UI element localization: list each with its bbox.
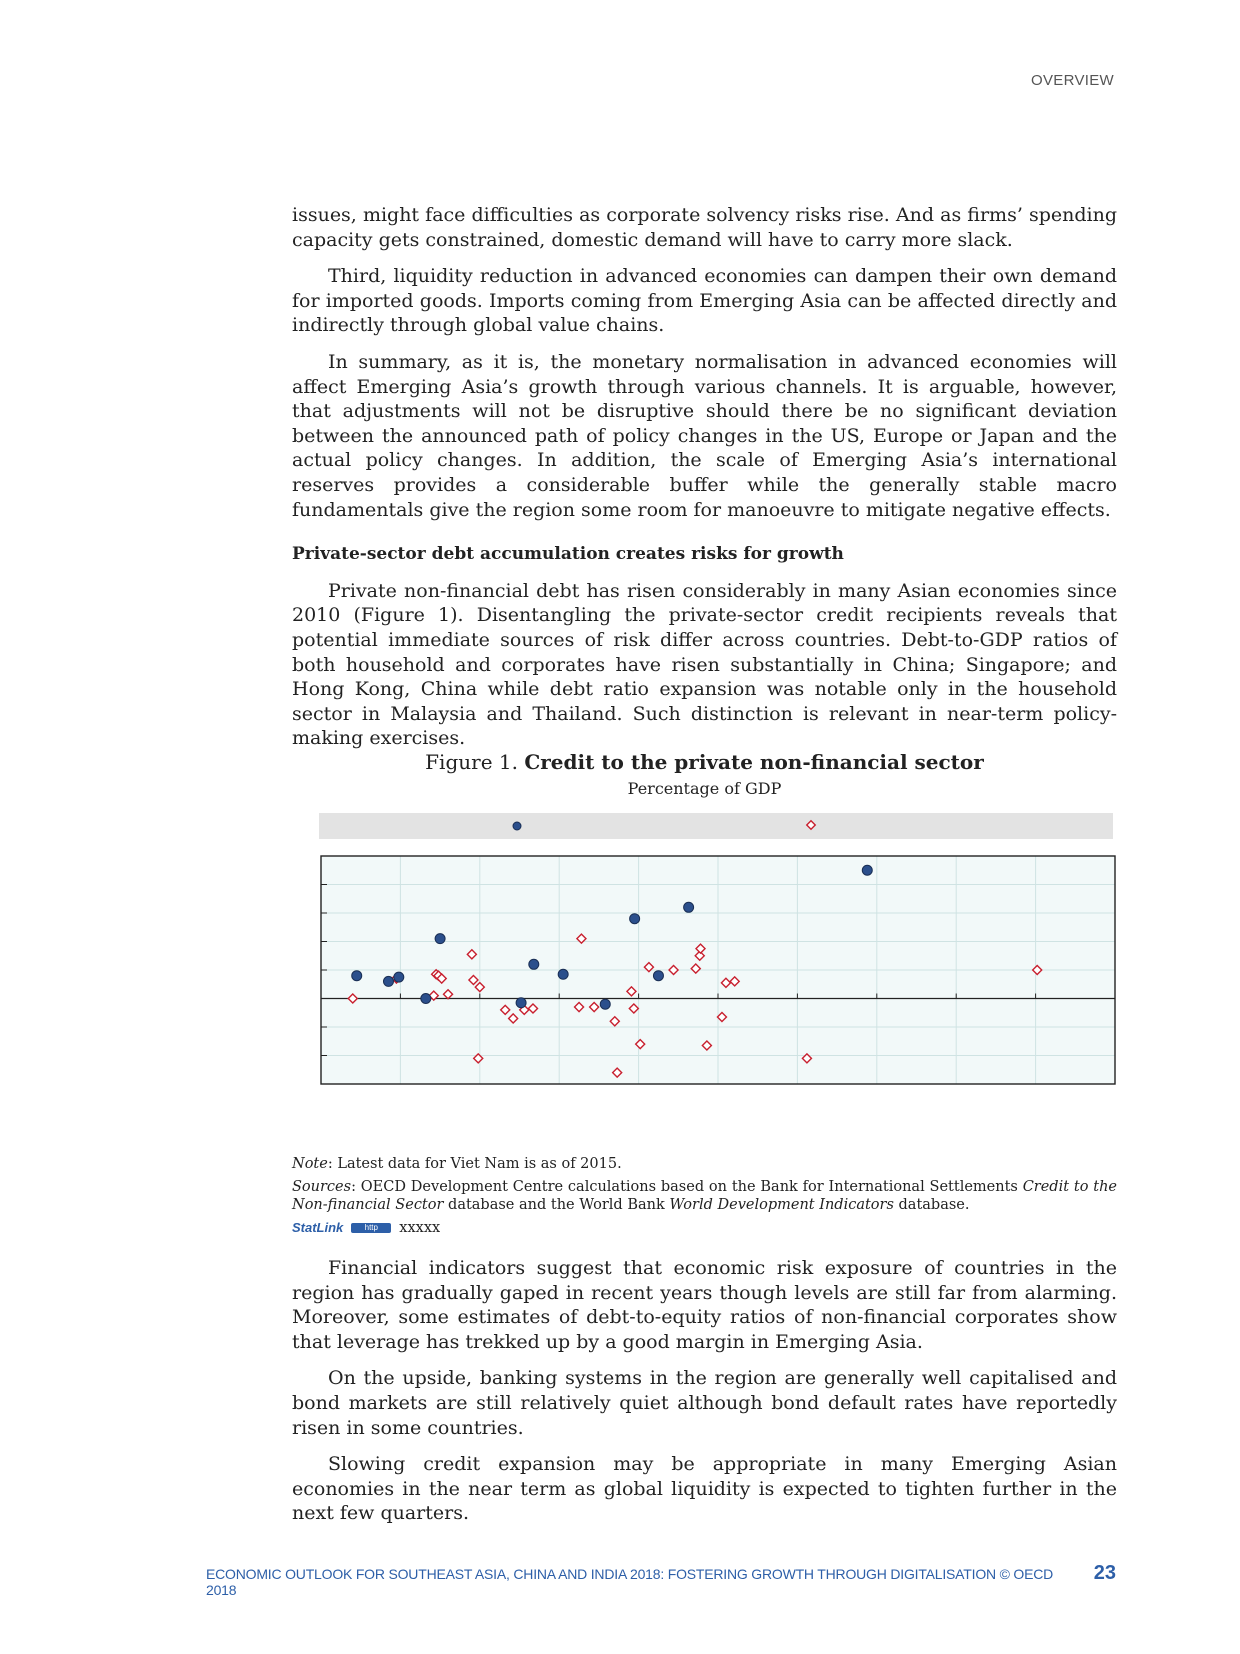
paragraph: issues, might face difficulties as corporate solvency risks rise. And as firms’ spending capacity gets constrained, domestic demand will have to carry more slack.	[292, 204, 1117, 251]
figure-title-text: Credit to the private non-financial sector	[524, 750, 984, 774]
data-point-circle	[352, 971, 362, 981]
statlink-badge-icon: http	[351, 1223, 391, 1233]
data-point-circle	[653, 971, 663, 981]
running-head: OVERVIEW	[1031, 72, 1114, 89]
figure-subtitle: Percentage of GDP	[627, 779, 782, 798]
data-point-circle	[516, 998, 526, 1008]
legend-marker-circle	[513, 822, 521, 830]
data-point-circle	[600, 999, 610, 1009]
footer-text: ECONOMIC OUTLOOK FOR SOUTHEAST ASIA, CHINA AND INDIA 2018: FOSTERING GROWTH THROUGH DIGITALISATION © OECD 2018	[206, 1566, 1054, 1598]
data-point-circle	[529, 959, 539, 969]
legend-area	[319, 813, 1113, 839]
paragraph: In summary, as it is, the monetary normalisation in advanced economies will affect Emerging Asia’s growth through various channels. It is arguable, however, that adjustments will not be disruptive should there be no significant deviation between the announced path of policy changes in the US, Europe or Japan and the actual policy changes. In addition, the scale of Emerging Asia’s international reserves provides a considerable buffer while the generally stable macro fundamentals give the region some room for manoeuvre to mitigate negative effects.	[292, 350, 1117, 521]
note-label: Note	[292, 1156, 328, 1172]
statlink[interactable]	[292, 1219, 1117, 1238]
paragraph: Private non-financial debt has risen considerably in many Asian economies since 2010 (Figure 1). Disentangling the private-sector credit recipients reveals that potential immediate sources of risk differ across countries. Debt-to-GDP ratios of both household and corporates have risen substantially in China; Singapore; and Hong Kong, China while debt ratio expansion was notable only in the household sector in Malaysia and Thailand. Such distinction is relevant in near-term policy-making exercises.	[292, 579, 1117, 750]
section-heading: Private-sector debt accumulation creates risks for growth	[292, 544, 844, 565]
note-text: : Latest data for Viet Nam is as of 2015.	[327, 1156, 622, 1172]
paragraph: Financial indicators suggest that economic risk exposure of countries in the region has gradually gaped in recent years though levels are still far from alarming. Moreover, some estimates of debt-to-equity ratios of non-financial corporates show that leverage has trekked up by a good margin in Emerging Asia.	[292, 1257, 1117, 1353]
body-text-top	[292, 203, 1117, 763]
paragraph: On the upside, banking systems in the region are generally well capitalised and bond markets are still relatively quiet although bond default rates have reportedly risen in some countries.	[292, 1367, 1117, 1439]
figure-notes	[292, 1155, 1117, 1237]
data-point-circle	[862, 865, 872, 875]
paragraph: Slowing credit expansion may be appropriate in many Emerging Asian economies in the near term as global liquidity is expected to tighten further in the next few quarters.	[292, 1453, 1117, 1525]
sources-title: World Development Indicators	[669, 1197, 894, 1213]
body-text-bottom	[292, 1256, 1117, 1538]
data-point-circle	[684, 902, 694, 912]
sources-text: database and the World Bank	[443, 1197, 670, 1213]
sources-line	[292, 1178, 1117, 1215]
figure-title	[292, 750, 1117, 774]
data-point-circle	[435, 934, 445, 944]
paragraph: Third, liquidity reduction in advanced economies can dampen their own demand for imported goods. Imports coming from Emerging Asia can be affected directly and indirectly through global value chains.	[292, 265, 1117, 337]
page-footer	[206, 1562, 1116, 1598]
page-number: 23	[1093, 1562, 1116, 1584]
statlink-logo: StatLink	[292, 1219, 344, 1235]
data-point-circle	[394, 972, 404, 982]
data-point-circle	[421, 994, 431, 1004]
sources-title: Credit to the Non-financial Sector	[292, 1178, 1117, 1213]
data-point-circle	[558, 969, 568, 979]
data-point-circle	[383, 976, 393, 986]
statlink-url[interactable]: xxxxx	[399, 1219, 441, 1236]
scatter-chart	[300, 805, 1120, 1105]
sources-label: Sources	[292, 1178, 352, 1195]
figure-label: Figure 1.	[425, 750, 518, 774]
data-point-circle	[630, 914, 640, 924]
plot-area	[321, 856, 1115, 1084]
sources-text: : OECD Development Centre calculations based on the Bank for International Settlements	[351, 1178, 1023, 1195]
sources-text: database.	[893, 1197, 970, 1213]
note-line	[292, 1155, 1117, 1174]
